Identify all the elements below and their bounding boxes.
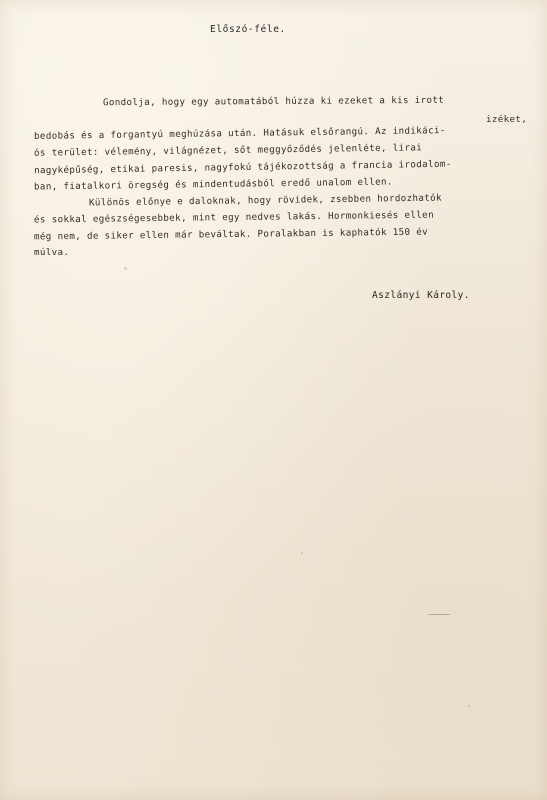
body-line: múlva. — [34, 247, 70, 258]
body-line: nagyképűség, etikai paresis, nagyfokú tájékozottság a francia irodalom- — [33, 158, 452, 177]
body-line: és sokkal egészségesebbek, mint egy nedves lakás. Hormonkiesés ellen — [33, 209, 434, 226]
paper-speck — [468, 705, 470, 707]
body-line: Gondolja, hogy egy automatából húzza ki ezeket a kis irott — [102, 94, 445, 109]
pencil-mark — [428, 614, 450, 615]
body-line: még nem, de siker ellen már beváltak. Poralakban is kaphatók 150 év — [33, 226, 429, 243]
body-line: ós terület: vélemény, világnézet, sőt meggyőződés jelenléte, lirai — [33, 142, 423, 159]
document-title: Előszó-féle. — [210, 24, 286, 35]
body-line: bedobás és a forgantyú meghúzása után. Hatásuk elsőrangú. Az indikáci- — [33, 125, 446, 142]
body-line: ban, fiatalkori öregség és mindentudásból eredő unalom ellen. — [33, 176, 393, 193]
body-line: izéket, — [486, 114, 528, 125]
author-signature: Aszlányi Károly. — [372, 290, 470, 301]
paper-speck — [124, 267, 127, 270]
paper-speck — [301, 552, 303, 554]
body-line: Különös előnye e daloknak, hogy rövidek, zsebben hordozhatók — [88, 192, 442, 209]
